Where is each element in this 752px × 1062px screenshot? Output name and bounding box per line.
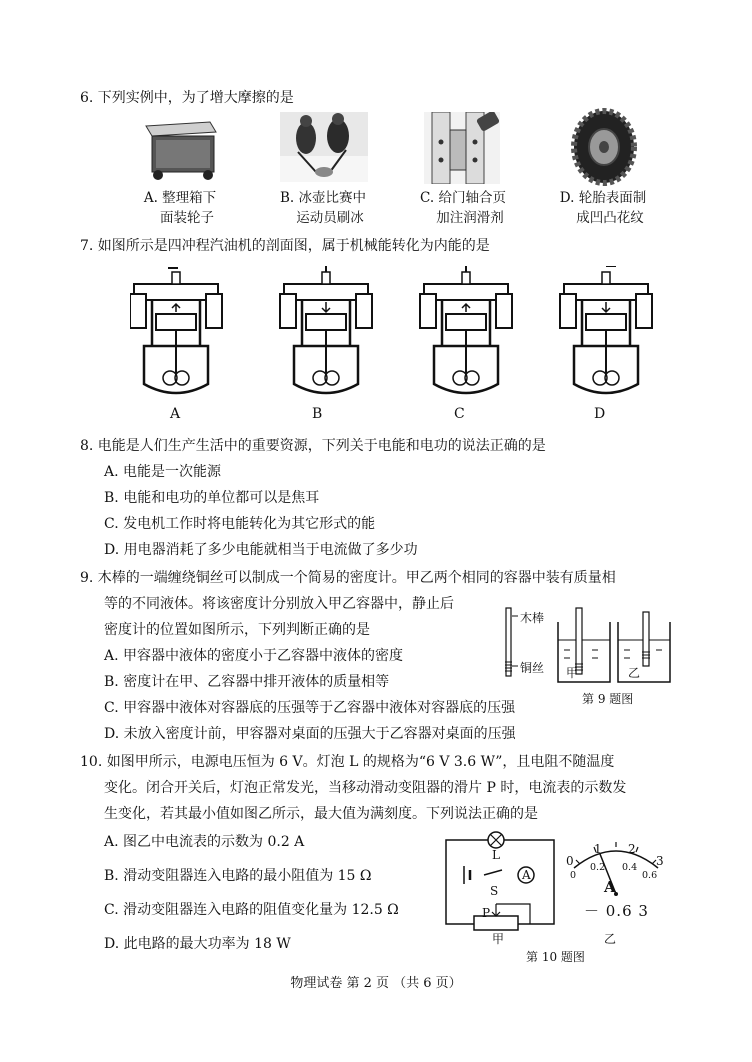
q10-option-c: C. 滑动变阻器连入电路的阻值变化量为 12.5 Ω [104,902,399,918]
q6-option-b [258,188,388,228]
engine-diagrams [130,266,690,402]
q10-stem-line3: 生变化，若其最小值如图乙所示，最大值为满刻度。下列说法正确的是 [104,806,538,822]
ammeter-yi-label: 乙 [604,932,617,946]
q9-jia-label: 甲 [566,666,579,680]
q9-wire-label: 铜丝 [520,661,545,675]
circuit-slider-label: P [482,906,491,920]
q6-option-c-line2: 加注润滑剂 [436,210,504,226]
q10-stem-line2: 变化。闭合开关后，灯泡正常发光，当移动滑动变阻器的滑片 P 时，电流表的示数发 [104,780,627,796]
circuit-lamp-label: L [492,848,500,862]
circuit-diagram [440,828,560,938]
ammeter-top-tick-0: 0 [566,854,574,868]
q8-option-d: D. 用电器消耗了多少电能就相当于电流做了多少功 [104,542,418,558]
q9-yi-label: 乙 [628,666,641,680]
ammeter-bottom-tick-3: 0.6 [642,870,658,881]
ammeter-bottom-tick-0: 0 [570,870,577,881]
q6-option-c-line1: C. 给门轴合页 [420,190,506,206]
ammeter-bottom-tick-1: 0.2 [590,862,606,873]
q7-label-a: A [170,406,181,422]
ammeter-dial [566,834,666,904]
curling-image [280,112,368,182]
door-hinge-image [424,112,500,184]
ammeter-unit: A [604,878,616,896]
ammeter-top-tick-3: 3 [656,854,664,868]
storage-box-image [140,112,220,182]
q10-option-b: B. 滑动变阻器连入电路的最小阻值为 15 Ω [104,868,372,884]
q9-stem-line1: 9. 木棒的一端缠绕铜丝可以制成一个简易的密度计。甲乙两个相同的容器中装有质量相 [80,570,616,586]
q8-option-a: A. 电能是一次能源 [104,464,222,480]
q9-stick-label: 木棒 [520,611,545,625]
q9-option-d: D. 未放入密度计前，甲容器对桌面的压强大于乙容器对桌面的压强 [104,726,516,742]
q7-stem: 7. 如图所示是四冲程汽油机的剖面图，属于机械能转化为内能的是 [80,238,490,254]
q10-caption: 第 10 题图 [526,950,585,964]
q6-option-b-line2: 运动员刷冰 [296,210,364,226]
circuit-jia-label: 甲 [492,932,505,946]
circuit-switch-label: S [490,884,499,898]
q7-label-b: B [312,406,323,422]
q6-option-b-line1: B. 冰壶比赛中 [279,190,366,206]
q8-option-b: B. 电能和电功的单位都可以是焦耳 [104,490,320,506]
ammeter-bottom-tick-2: 0.4 [622,862,638,873]
q10-option-d: D. 此电路的最大功率为 18 W [104,936,291,952]
q8-stem: 8. 电能是人们生产生活中的重要资源，下列关于电能和电功的说法正确的是 [80,438,546,454]
ammeter-top-tick-1: 1 [594,842,602,856]
circuit-ammeter-label: A [522,868,531,882]
q6-option-d [538,188,668,228]
q9-stem-line2: 等的不同液体。将该密度计分别放入甲乙容器中，静止后 [104,596,454,612]
q10-stem-line1: 10. 如图甲所示，电源电压恒为 6 V。灯泡 L 的规格为“6 V 3.6 W”，且电阻不随温度 [80,754,615,770]
q7-label-d: D [594,406,606,422]
q6-stem: 6. 下列实例中，为了增大摩擦的是 [80,90,294,106]
page-footer: 物理试卷 第 2 页 （共 6 页） [290,976,462,991]
q9-option-b: B. 密度计在甲、乙容器中排开液体的质量相等 [104,674,390,690]
q6-option-a [120,188,240,228]
ammeter-terminals: － 0.6 3 [584,902,649,920]
q9-option-c: C. 甲容器中液体对容器底的压强等于乙容器中液体对容器底的压强 [104,700,516,716]
q6-option-d-line2: 成凹凸花纹 [576,210,644,226]
q6-option-a-line2: 面装轮子 [160,210,214,226]
ammeter-top-tick-2: 2 [628,842,636,856]
q9-option-a: A. 甲容器中液体的密度小于乙容器中液体的密度 [104,648,404,664]
q9-stem-line3: 密度计的位置如图所示，下列判断正确的是 [104,622,370,638]
q10-option-a: A. 图乙中电流表的示数为 0.2 A [104,834,305,850]
q6-option-d-line1: D. 轮胎表面制 [559,190,647,206]
q7-label-c: C [454,406,465,422]
tire-image [568,108,640,186]
q6-option-a-line1: A. 整理箱下 [143,190,217,206]
q8-option-c: C. 发电机工作时将电能转化为其它形式的能 [104,516,376,532]
q9-caption: 第 9 题图 [582,692,634,706]
q6-option-c [398,188,528,228]
